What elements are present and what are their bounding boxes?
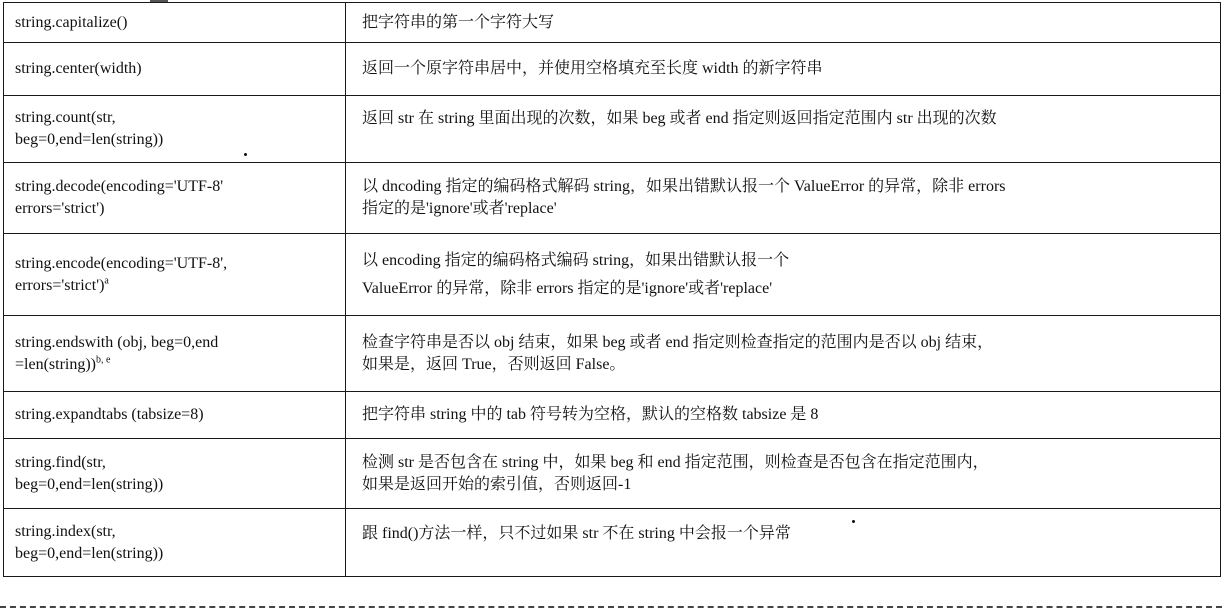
method-text: beg=0,end=len(string)) [15, 475, 164, 493]
description-cell [346, 509, 1221, 577]
method-text: string.decode(encoding='UTF-8' [15, 178, 224, 195]
description-text: 以 dncoding 指定的编码格式解码 string，如果出错默认报一个 ValueError 的异常，除非 errors [362, 178, 1006, 195]
table-row [4, 96, 1221, 163]
method-cell [4, 392, 346, 439]
table-row [4, 439, 1221, 509]
method-text: string.count(str, [15, 109, 116, 126]
method-text: string.encode(encoding='UTF-8', [15, 254, 228, 272]
method-text: string.find(str, [15, 453, 106, 471]
description-text: 如果是返回开始的索引值，否则返回-1 [362, 475, 632, 493]
method-text-line [15, 354, 335, 376]
method-text-line [15, 275, 335, 297]
footnote-marker: a [104, 275, 109, 287]
method-text: errors='strict') [15, 276, 105, 294]
description-text: 把字符串的第一个字符大写 [362, 13, 555, 31]
description-cell [346, 3, 1221, 43]
description-text: 返回一个原字符串居中，并使用空格填充至长度 width 的新字符串 [362, 60, 823, 77]
method-cell [4, 43, 346, 96]
method-cell [4, 163, 346, 234]
method-cell [4, 439, 346, 509]
method-cell [4, 3, 346, 43]
description-cell [346, 96, 1221, 163]
table-row [4, 234, 1221, 316]
description-cell [346, 439, 1221, 509]
method-cell [4, 316, 346, 392]
method-text: beg=0,end=len(string)) [15, 544, 164, 562]
description-text: ValueError 的异常，除非 errors 指定的是'ignore'或者'replace' [362, 279, 773, 297]
description-text: 如果是，返回 True，否则返回 False。 [362, 355, 626, 373]
footnote-marker: b, e [96, 354, 111, 366]
description-cell [346, 316, 1221, 392]
description-cell [346, 392, 1221, 439]
string-methods-table [3, 2, 1221, 577]
description-cell [346, 163, 1221, 234]
method-cell [4, 96, 346, 163]
page-bottom-rule [0, 606, 1222, 608]
table-row [4, 163, 1221, 234]
description-cell [346, 43, 1221, 96]
method-text: string.index(str, [15, 522, 116, 540]
scan-speck [244, 153, 247, 156]
table-row [4, 3, 1221, 43]
description-text: 把字符串 string 中的 tab 符号转为空格，默认的空格数 tabsize 是 8 [362, 406, 819, 423]
description-text: 检查字符串是否以 obj 结束，如果 beg 或者 end 指定则检查指定的范围内是否以 obj 结束， [362, 333, 994, 351]
description-text: 检测 str 是否包含在 string 中，如果 beg 和 end 指定范围，则检查是否包含在指定范围内， [362, 453, 989, 471]
method-text: string.endswith (obj, beg=0,end [15, 333, 219, 351]
table-row [4, 392, 1221, 439]
method-text: beg=0,end=len(string)) [15, 131, 164, 148]
description-text: 跟 find()方法一样，只不过如果 str 不在 string 中会报一个异常 [362, 525, 791, 542]
scan-speck [852, 520, 855, 523]
table-row [4, 43, 1221, 96]
method-cell [4, 234, 346, 316]
method-text: errors='strict') [15, 200, 105, 217]
description-text: 以 encoding 指定的编码格式编码 string，如果出错默认报一个 [362, 251, 790, 269]
table-row [4, 316, 1221, 392]
description-text: 指定的是'ignore'或者'replace' [362, 200, 557, 217]
method-text: string.capitalize() [15, 13, 128, 31]
method-cell [4, 509, 346, 577]
method-text: string.expandtabs (tabsize=8) [15, 406, 204, 423]
table-row [4, 509, 1221, 577]
description-cell [346, 234, 1221, 316]
method-text: string.center(width) [15, 60, 142, 77]
method-text: =len(string)) [15, 355, 96, 373]
description-text: 返回 str 在 string 里面出现的次数，如果 beg 或者 end 指定则返回指定范围内 str 出现的次数 [362, 110, 997, 127]
